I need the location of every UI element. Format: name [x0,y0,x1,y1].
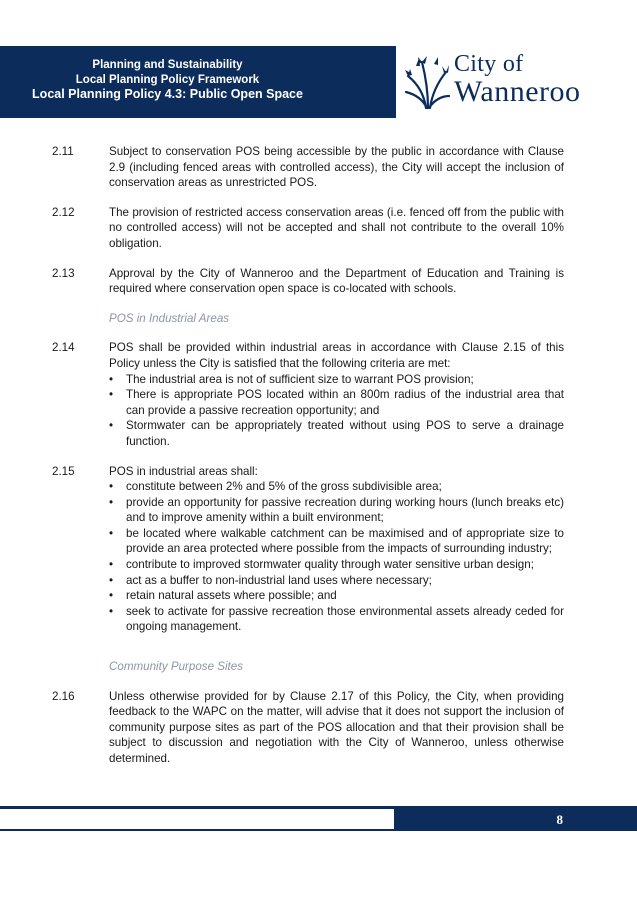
header-policy-title: Local Planning Policy 4.3: Public Open Space [32,87,303,101]
clause-number: 2.11 [52,145,74,158]
bullet-item: • contribute to improved stormwater quality through water sensitive urban design; [109,557,564,573]
bullet-list [109,479,564,635]
clause-2-12 [0,205,637,252]
clause-2-14 [0,340,637,449]
logo-name-text: Wanneroo [454,75,581,108]
clause-2-13 [0,266,637,297]
bullet-item: • seek to activate for passive recreation those environmental assets already ceded for ongoing management. [109,604,564,635]
clause-number: 2.14 [52,341,75,355]
clause-2-15 [0,464,637,636]
logo-city-text: City of [454,51,524,77]
clause-text: Subject to conservation POS being accessible by the public in accordance with Clause 2.9 (including fenced areas with controlled access), the City will accept the inclusion of conservation areas as unrestricted POS. [109,145,564,190]
bullet-item: • be located where walkable catchment can be maximised and of appropriate size to provide an area protected where possible from the impacts of surrounding industry; [109,526,564,557]
bullet-item: • provide an opportunity for passive recreation during working hours (lunch breaks etc) and to improve amenity within a built environment; [109,495,564,526]
header-framework: Local Planning Policy Framework [75,73,260,86]
page-header [0,46,637,118]
bullet-item: • Stormwater can be appropriately treated without using POS to serve a drainage function. [109,418,564,449]
subheading-industrial-areas: POS in Industrial Areas [109,311,230,325]
bullet-item: • retain natural assets where possible; and [109,588,564,604]
bullet-item: • constitute between 2% and 5% of the gross subdivisible area; [109,479,564,495]
bullet-item: • The industrial area is not of sufficient size to warrant POS provision; [109,372,564,388]
page-number: 8 [556,812,563,827]
bullet-list [109,372,564,450]
clause-text: Unless otherwise provided for by Clause 2.17 of this Policy, the City, when providing feedback to the WAPC on the matter, will advise that it does not support the inclusion of community purpose sites as part of the POS allocation and that their provision shall be subject to discussion and negotiation with the City of Wanneroo, unless otherwise determined. [109,689,564,765]
clause-text: POS in industrial areas shall: [109,464,258,478]
plant-logo-icon [404,54,450,110]
clause-number: 2.12 [52,205,75,219]
policy-content [0,144,637,781]
clause-2-16 [0,689,637,767]
city-logo [393,46,637,118]
bullet-item: • There is appropriate POS located within an 800m radius of the industrial area that can provide a passive recreation opportunity; and [109,387,564,418]
header-title-block [0,58,335,102]
bullet-item: • act as a buffer to non-industrial land uses where necessary; [109,573,564,589]
clause-2-11 [0,144,637,191]
clause-number: 2.16 [52,689,75,703]
clause-number: 2.15 [52,464,75,478]
clause-text: Approval by the City of Wanneroo and the Department of Education and Training is required where conservation open space is co-located with schools. [109,266,564,296]
page-number-bar [394,809,637,831]
clause-text: The provision of restricted access conservation areas (i.e. fenced off from the public with no controlled access) will not be accepted and shall not contribute to the overall 10% obligation. [109,205,564,250]
clause-text: POS shall be provided within industrial areas in accordance with Clause 2.15 of this Policy unless the City is satisfied that the following criteria are met: [109,341,564,370]
header-department: Planning and Sustainability [92,59,243,71]
subheading-community-purpose-sites: Community Purpose Sites [109,660,244,674]
footer-underline [0,829,394,831]
clause-number: 2.13 [52,266,75,280]
